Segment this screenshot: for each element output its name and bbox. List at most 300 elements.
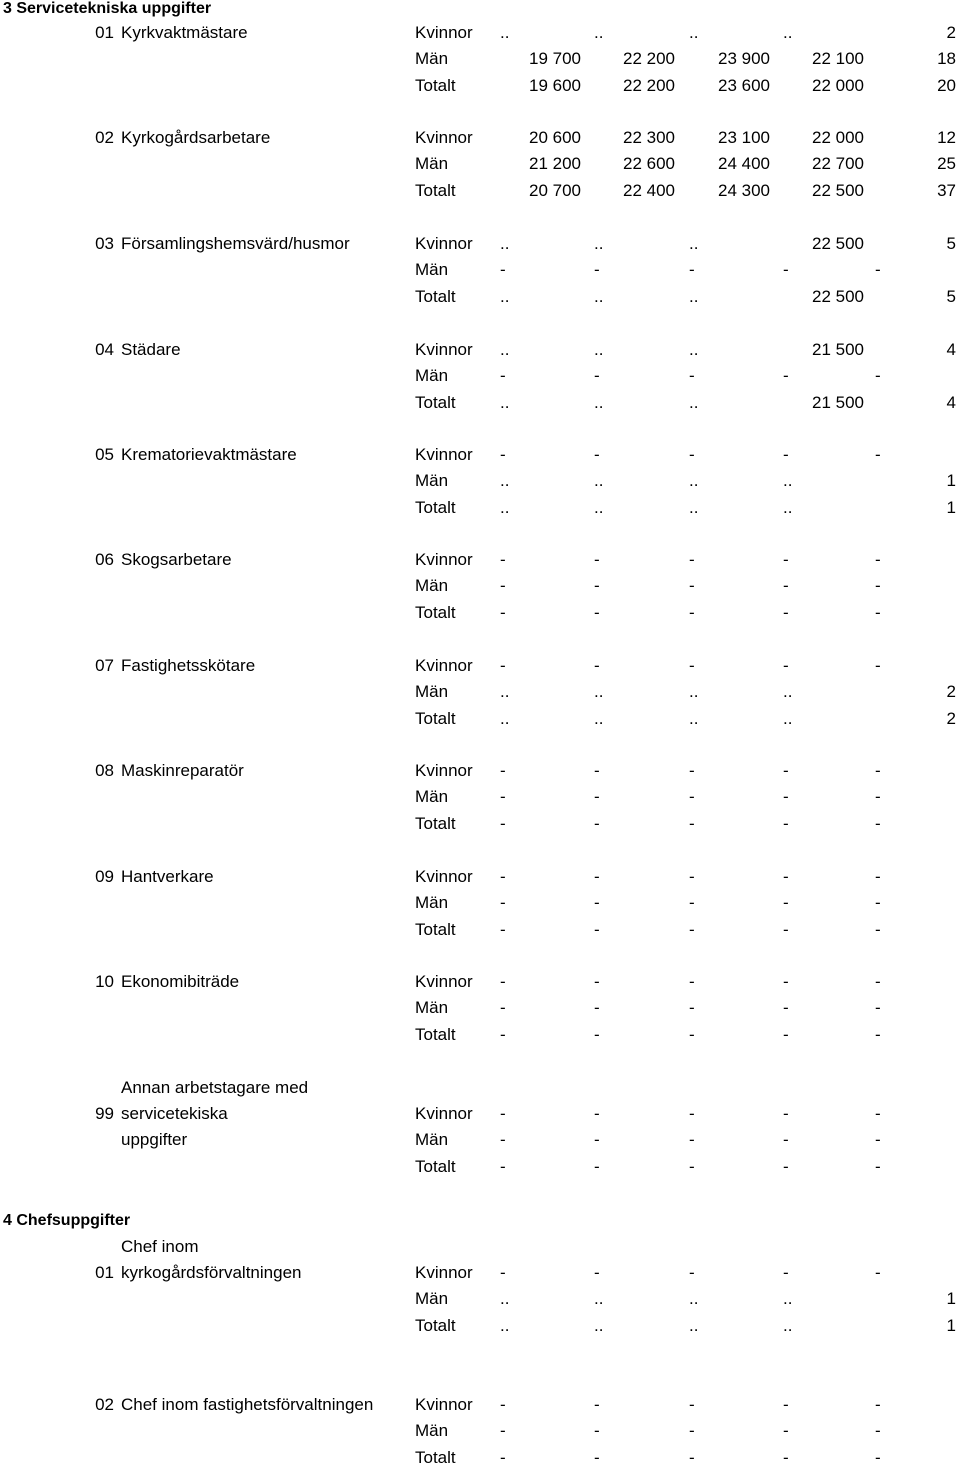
- value-cell: 5: [946, 286, 956, 306]
- value-cell: -: [594, 656, 600, 675]
- value-cell: -: [689, 656, 695, 675]
- value-cell: -: [689, 919, 695, 939]
- gender-label: Kvinnor: [415, 1104, 473, 1123]
- table-row: [0, 125, 960, 151]
- value-cell: 22 200: [623, 75, 675, 95]
- value-cell: 23 600: [718, 75, 770, 95]
- value-cell: 19 600: [529, 75, 581, 95]
- value-cell: -: [689, 550, 695, 569]
- value-cell: ..: [594, 708, 604, 728]
- value-cell: 1: [946, 471, 956, 491]
- occupation-code: 03: [95, 234, 114, 253]
- value-cell: 22 300: [623, 128, 675, 147]
- value-cell: ..: [689, 286, 699, 306]
- occupation-code: 99: [95, 1104, 114, 1123]
- value-cell: ..: [500, 286, 510, 306]
- gender-label: Män: [415, 260, 449, 280]
- table-row: [0, 758, 960, 784]
- value-cell: -: [500, 919, 506, 939]
- value-cell: ..: [500, 471, 510, 491]
- value-cell: 22 100: [812, 49, 864, 69]
- value-cell: -: [594, 602, 600, 622]
- table-row: [0, 178, 960, 204]
- value-cell: ..: [594, 340, 604, 359]
- value-cell: ..: [594, 234, 604, 253]
- value-cell: -: [500, 813, 506, 833]
- gender-label: Totalt: [415, 1447, 456, 1467]
- gender-label: Totalt: [415, 919, 456, 939]
- value-cell: -: [594, 1263, 600, 1282]
- value-cell: ..: [500, 340, 510, 359]
- occupation-code: 04: [95, 340, 114, 359]
- value-cell: ..: [783, 1315, 793, 1335]
- occupation-name: Hantverkare: [121, 867, 214, 886]
- value-cell: 4: [946, 392, 956, 412]
- value-cell: -: [875, 1395, 881, 1414]
- value-cell: -: [783, 972, 789, 991]
- value-cell: -: [783, 1156, 789, 1176]
- value-cell: 24 400: [718, 154, 770, 174]
- value-cell: -: [594, 972, 600, 991]
- table-row: [0, 1022, 960, 1048]
- value-cell: ..: [594, 1315, 604, 1335]
- value-cell: -: [594, 998, 600, 1018]
- value-cell: ..: [689, 392, 699, 412]
- value-cell: -: [594, 1447, 600, 1467]
- value-cell: 2: [946, 708, 956, 728]
- value-cell: 23 900: [718, 49, 770, 69]
- value-cell: -: [875, 1447, 881, 1467]
- value-cell: -: [689, 260, 695, 280]
- value-cell: 22 600: [623, 154, 675, 174]
- value-cell: -: [689, 445, 695, 464]
- gender-label: Män: [415, 787, 449, 807]
- value-cell: -: [783, 260, 789, 280]
- value-cell: ..: [594, 471, 604, 491]
- gender-label: Kvinnor: [415, 128, 473, 147]
- table-row: [0, 653, 960, 679]
- value-cell: -: [594, 445, 600, 464]
- value-cell: -: [783, 445, 789, 464]
- gender-label: Män: [415, 576, 449, 596]
- value-cell: -: [783, 1024, 789, 1044]
- value-cell: 37: [937, 180, 956, 200]
- value-cell: -: [594, 813, 600, 833]
- value-cell: -: [689, 1104, 695, 1123]
- value-cell: -: [500, 445, 506, 464]
- table-row: [0, 363, 960, 389]
- gender-label: Kvinnor: [415, 972, 473, 991]
- value-cell: -: [500, 1156, 506, 1176]
- value-cell: -: [594, 787, 600, 807]
- value-cell: -: [783, 1104, 789, 1123]
- value-cell: -: [783, 602, 789, 622]
- table-row: [0, 73, 960, 99]
- value-cell: 21 500: [812, 340, 864, 359]
- table-row: [0, 1313, 960, 1339]
- value-cell: -: [594, 1156, 600, 1176]
- value-cell: -: [689, 1395, 695, 1414]
- value-cell: ..: [594, 1289, 604, 1309]
- value-cell: 1: [946, 497, 956, 517]
- value-cell: -: [500, 366, 506, 386]
- table-row: [0, 706, 960, 732]
- table-row: [0, 1286, 960, 1312]
- occupation-name: Krematorievaktmästare: [121, 445, 297, 464]
- gender-label: Totalt: [415, 75, 456, 95]
- value-cell: ..: [689, 708, 699, 728]
- occupation-code: 10: [95, 972, 114, 991]
- table-row: [0, 969, 960, 995]
- value-cell: 20: [937, 75, 956, 95]
- value-cell: 20 700: [529, 180, 581, 200]
- value-cell: 21 500: [812, 392, 864, 412]
- gender-label: Kvinnor: [415, 23, 473, 42]
- gender-label: Män: [415, 998, 449, 1018]
- value-cell: 22 000: [812, 75, 864, 95]
- section-title: 3 Servicetekniska uppgifter: [3, 0, 212, 17]
- value-cell: 2: [946, 23, 956, 42]
- value-cell: 18: [937, 49, 956, 69]
- value-cell: -: [875, 366, 881, 386]
- table-row: [0, 1445, 960, 1471]
- value-cell: -: [594, 1421, 600, 1441]
- value-cell: 21 200: [529, 154, 581, 174]
- gender-label: Kvinnor: [415, 761, 473, 780]
- value-cell: ..: [500, 234, 510, 253]
- occupation-name: Städare: [121, 340, 181, 359]
- table-row: [0, 231, 960, 257]
- value-cell: -: [875, 1130, 881, 1150]
- gender-label: Kvinnor: [415, 1395, 473, 1414]
- gender-label: Män: [415, 471, 449, 491]
- value-cell: -: [783, 1263, 789, 1282]
- value-cell: -: [594, 1130, 600, 1150]
- value-cell: -: [594, 761, 600, 780]
- value-cell: -: [500, 761, 506, 780]
- gender-label: Kvinnor: [415, 445, 473, 464]
- value-cell: -: [875, 998, 881, 1018]
- value-cell: ..: [689, 1289, 699, 1309]
- value-cell: ..: [689, 682, 699, 702]
- occupation-name: Maskinreparatör: [121, 761, 244, 780]
- value-cell: -: [500, 602, 506, 622]
- occupation-name: Annan arbetstagare med: [121, 1077, 309, 1097]
- value-cell: -: [594, 260, 600, 280]
- occupation-name: Chef inom fastighetsförvaltningen: [121, 1395, 374, 1414]
- value-cell: -: [783, 867, 789, 886]
- value-cell: -: [875, 260, 881, 280]
- value-cell: -: [689, 1421, 695, 1441]
- value-cell: -: [689, 893, 695, 913]
- value-cell: 22 700: [812, 154, 864, 174]
- value-cell: ..: [783, 1289, 793, 1309]
- occupation-name: Kyrkvaktmästare: [121, 23, 248, 42]
- gender-label: Totalt: [415, 813, 456, 833]
- value-cell: ..: [594, 682, 604, 702]
- table-row: [0, 468, 960, 494]
- value-cell: 22 500: [812, 234, 864, 253]
- occupation-code: 06: [95, 550, 114, 569]
- gender-label: Män: [415, 893, 449, 913]
- occupation-name: Chef inom: [121, 1236, 199, 1256]
- value-cell: -: [689, 1024, 695, 1044]
- value-cell: ..: [783, 682, 793, 702]
- value-cell: 1: [946, 1289, 956, 1309]
- value-cell: 22 000: [812, 128, 864, 147]
- occupation-code: 02: [95, 128, 114, 147]
- value-cell: -: [594, 893, 600, 913]
- table-row: [0, 1154, 960, 1180]
- occupation-name: Församlingshemsvärd/husmor: [121, 234, 350, 253]
- value-cell: ..: [783, 497, 793, 517]
- value-cell: -: [594, 867, 600, 886]
- occupation-name-row: [0, 1075, 960, 1101]
- value-cell: -: [689, 787, 695, 807]
- table-row: [0, 995, 960, 1021]
- value-cell: -: [875, 867, 881, 886]
- table-row: [0, 890, 960, 916]
- gender-label: Kvinnor: [415, 234, 473, 253]
- value-cell: -: [689, 1130, 695, 1150]
- value-cell: -: [875, 761, 881, 780]
- value-cell: ..: [500, 1289, 510, 1309]
- value-cell: -: [783, 893, 789, 913]
- value-cell: ..: [500, 1315, 510, 1335]
- value-cell: 22 500: [812, 180, 864, 200]
- value-cell: 12: [937, 128, 956, 147]
- occupation-code: 02: [95, 1395, 114, 1414]
- value-cell: -: [594, 1024, 600, 1044]
- value-cell: 22 500: [812, 286, 864, 306]
- table-row: [0, 337, 960, 363]
- value-cell: ..: [783, 708, 793, 728]
- value-cell: ..: [689, 23, 699, 42]
- value-cell: -: [594, 576, 600, 596]
- gender-label: Totalt: [415, 708, 456, 728]
- table-row: [0, 573, 960, 599]
- gender-label: Män: [415, 154, 449, 174]
- value-cell: -: [875, 893, 881, 913]
- value-cell: -: [500, 867, 506, 886]
- value-cell: 25: [937, 154, 956, 174]
- table-row: [0, 811, 960, 837]
- gender-label: Män: [415, 49, 449, 69]
- value-cell: ..: [783, 23, 793, 42]
- value-cell: -: [500, 1447, 506, 1467]
- value-cell: -: [875, 1263, 881, 1282]
- gender-label: Män: [415, 682, 449, 702]
- value-cell: -: [500, 1421, 506, 1441]
- gender-label: Män: [415, 366, 449, 386]
- table-row: [0, 679, 960, 705]
- value-cell: -: [500, 972, 506, 991]
- occupation-name: Ekonomibiträde: [121, 972, 240, 991]
- value-cell: -: [783, 1447, 789, 1467]
- occupation-name-row: [0, 1234, 960, 1260]
- table-row: [0, 547, 960, 573]
- value-cell: 1: [946, 1315, 956, 1335]
- value-cell: ..: [594, 497, 604, 517]
- value-cell: -: [594, 1395, 600, 1414]
- value-cell: -: [689, 813, 695, 833]
- occupation-code: 07: [95, 656, 114, 675]
- gender-label: Kvinnor: [415, 656, 473, 675]
- value-cell: -: [783, 576, 789, 596]
- occupation-code: 01: [95, 23, 114, 42]
- gender-label: Totalt: [415, 1024, 456, 1044]
- occupation-name: servicetekiska: [121, 1104, 228, 1123]
- value-cell: -: [500, 1263, 506, 1282]
- value-cell: ..: [500, 392, 510, 412]
- value-cell: -: [500, 1395, 506, 1414]
- value-cell: ..: [594, 286, 604, 306]
- table-row: [0, 390, 960, 416]
- table-row: [0, 257, 960, 283]
- value-cell: -: [783, 366, 789, 386]
- occupation-name: uppgifter: [121, 1130, 188, 1150]
- value-cell: 2: [946, 682, 956, 702]
- table-row: [0, 784, 960, 810]
- value-cell: -: [500, 998, 506, 1018]
- value-cell: -: [500, 1130, 506, 1150]
- value-cell: 24 300: [718, 180, 770, 200]
- gender-label: Totalt: [415, 1315, 456, 1335]
- value-cell: ..: [689, 1315, 699, 1335]
- occupation-name: Skogsarbetare: [121, 550, 232, 569]
- value-cell: -: [875, 445, 881, 464]
- table-row: [0, 1101, 960, 1127]
- value-cell: -: [689, 1447, 695, 1467]
- value-cell: -: [689, 867, 695, 886]
- value-cell: -: [783, 998, 789, 1018]
- table-row: [0, 1127, 960, 1153]
- value-cell: -: [783, 550, 789, 569]
- value-cell: -: [594, 550, 600, 569]
- value-cell: -: [783, 787, 789, 807]
- value-cell: -: [500, 550, 506, 569]
- value-cell: -: [689, 972, 695, 991]
- gender-label: Totalt: [415, 392, 456, 412]
- table-row: [0, 1392, 960, 1418]
- gender-label: Totalt: [415, 1156, 456, 1176]
- value-cell: -: [594, 366, 600, 386]
- gender-label: Män: [415, 1130, 449, 1150]
- value-cell: -: [500, 656, 506, 675]
- gender-label: Kvinnor: [415, 340, 473, 359]
- value-cell: -: [500, 260, 506, 280]
- table-row: [0, 1418, 960, 1444]
- table-row: [0, 495, 960, 521]
- gender-label: Totalt: [415, 602, 456, 622]
- value-cell: -: [875, 813, 881, 833]
- value-cell: -: [875, 1156, 881, 1176]
- value-cell: 23 100: [718, 128, 770, 147]
- value-cell: -: [875, 1024, 881, 1044]
- table-row: [0, 917, 960, 943]
- occupation-code: 05: [95, 445, 114, 464]
- value-cell: 20 600: [529, 128, 581, 147]
- value-cell: -: [594, 919, 600, 939]
- table-row: [0, 864, 960, 890]
- occupation-code: 08: [95, 761, 114, 780]
- value-cell: -: [875, 1104, 881, 1123]
- value-cell: ..: [689, 497, 699, 517]
- value-cell: -: [875, 972, 881, 991]
- value-cell: -: [875, 919, 881, 939]
- occupation-code: 01: [95, 1263, 114, 1282]
- value-cell: -: [689, 366, 695, 386]
- value-cell: 19 700: [529, 49, 581, 69]
- value-cell: -: [689, 576, 695, 596]
- value-cell: ..: [689, 340, 699, 359]
- value-cell: -: [875, 1421, 881, 1441]
- occupation-name: kyrkogårdsförvaltningen: [121, 1263, 302, 1282]
- value-cell: ..: [783, 471, 793, 491]
- value-cell: -: [500, 893, 506, 913]
- value-cell: -: [783, 919, 789, 939]
- value-cell: -: [783, 1395, 789, 1414]
- value-cell: ..: [594, 23, 604, 42]
- gender-label: Kvinnor: [415, 867, 473, 886]
- value-cell: 22 200: [623, 49, 675, 69]
- section-title: 4 Chefsuppgifter: [3, 1212, 131, 1229]
- value-cell: -: [875, 656, 881, 675]
- value-cell: ..: [594, 392, 604, 412]
- gender-label: Kvinnor: [415, 550, 473, 569]
- value-cell: 4: [946, 340, 956, 359]
- occupation-code: 09: [95, 867, 114, 886]
- value-cell: -: [783, 1421, 789, 1441]
- value-cell: -: [783, 761, 789, 780]
- value-cell: -: [500, 787, 506, 807]
- value-cell: -: [500, 1024, 506, 1044]
- value-cell: -: [875, 602, 881, 622]
- value-cell: -: [689, 761, 695, 780]
- value-cell: ..: [689, 234, 699, 253]
- table-row: [0, 1260, 960, 1286]
- value-cell: -: [689, 602, 695, 622]
- gender-label: Totalt: [415, 286, 456, 306]
- table-row: [0, 600, 960, 626]
- gender-label: Kvinnor: [415, 1263, 473, 1282]
- table-row: [0, 20, 960, 46]
- value-cell: ..: [500, 682, 510, 702]
- value-cell: -: [875, 787, 881, 807]
- table-row: [0, 442, 960, 468]
- value-cell: -: [594, 1104, 600, 1123]
- table-row: [0, 151, 960, 177]
- value-cell: -: [783, 656, 789, 675]
- value-cell: -: [689, 1263, 695, 1282]
- table-row: [0, 284, 960, 310]
- value-cell: -: [689, 998, 695, 1018]
- table-row: [0, 46, 960, 72]
- value-cell: ..: [500, 708, 510, 728]
- gender-label: Totalt: [415, 180, 456, 200]
- value-cell: -: [875, 550, 881, 569]
- value-cell: -: [783, 813, 789, 833]
- value-cell: ..: [689, 471, 699, 491]
- value-cell: 5: [946, 234, 956, 253]
- gender-label: Män: [415, 1289, 449, 1309]
- gender-label: Män: [415, 1421, 449, 1441]
- value-cell: -: [875, 576, 881, 596]
- occupation-name: Fastighetsskötare: [121, 656, 256, 675]
- value-cell: -: [500, 576, 506, 596]
- value-cell: -: [783, 1130, 789, 1150]
- value-cell: ..: [500, 497, 510, 517]
